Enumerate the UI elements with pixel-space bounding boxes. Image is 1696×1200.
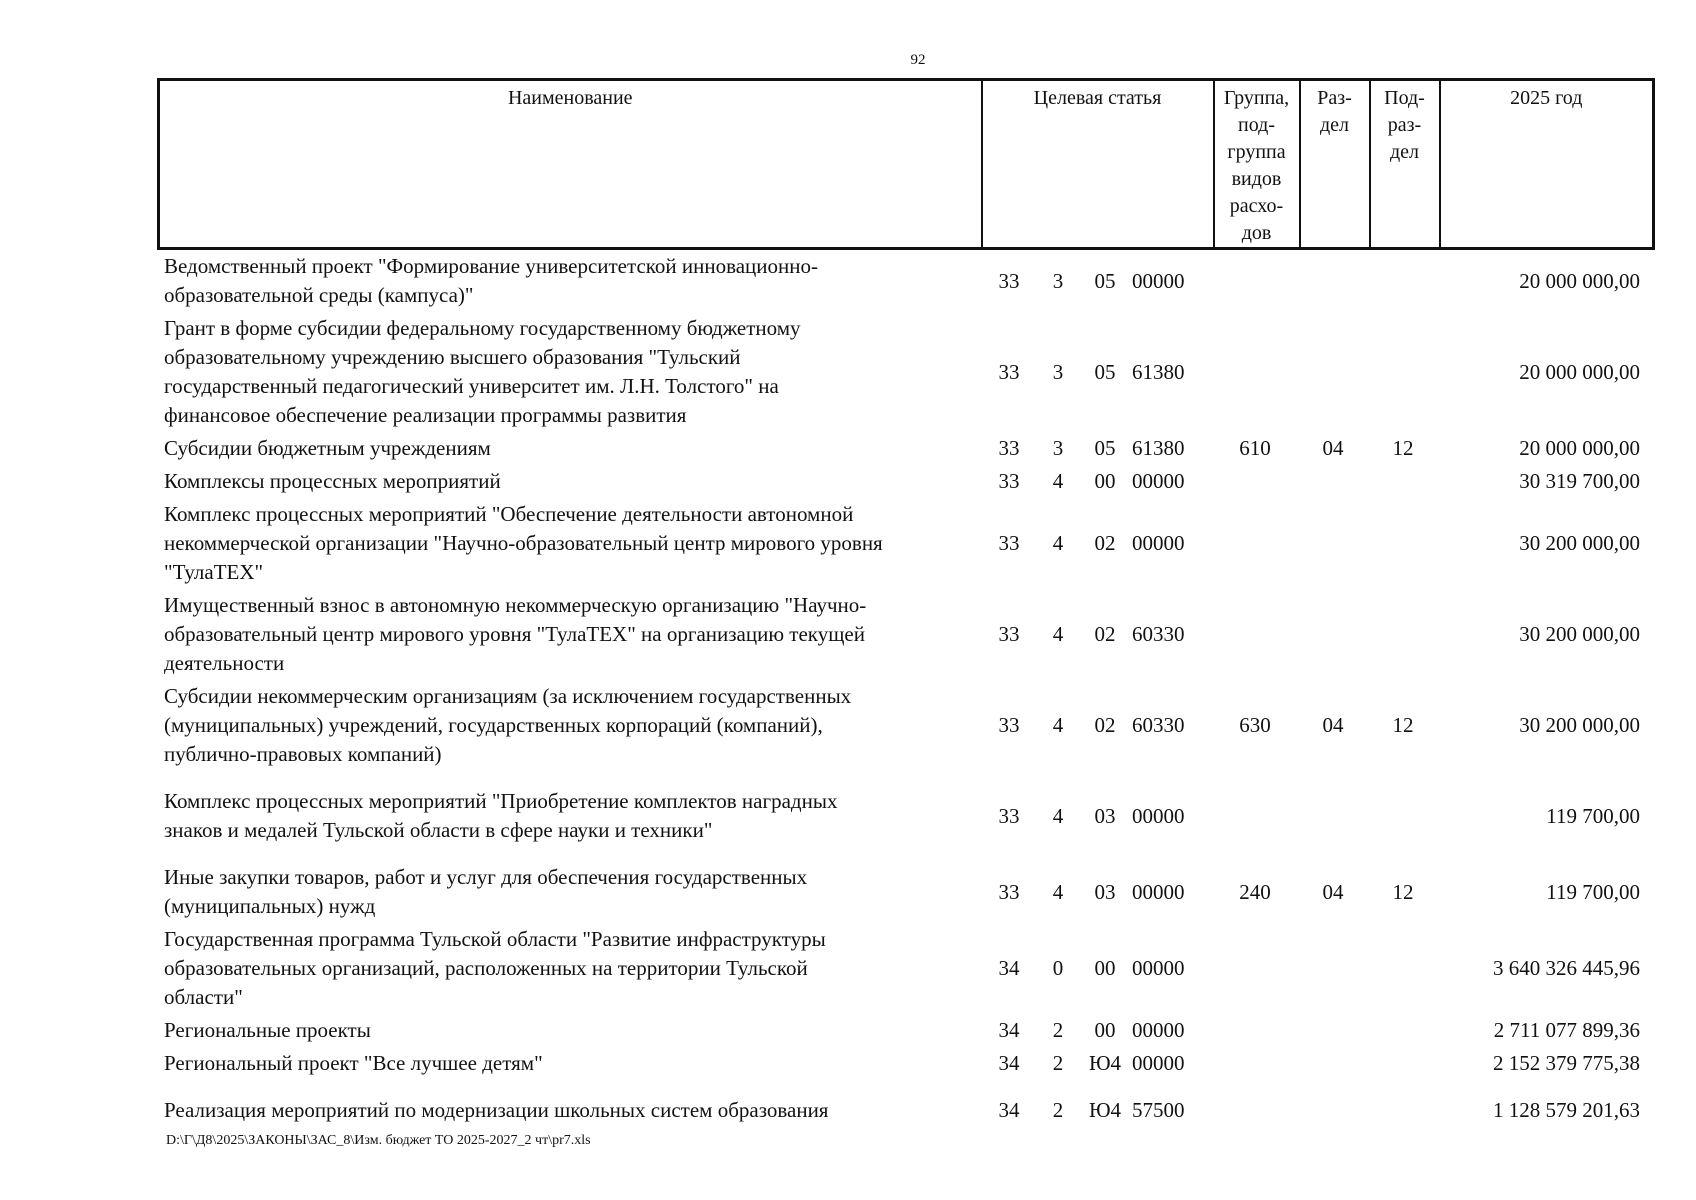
- target-article-element: 00: [1094, 1018, 1116, 1042]
- target-article-direction: 60330: [1132, 622, 1185, 646]
- file-path-footer: D:\Г\Д8\2025\ЗАКОНЫ\ЗАС_8\Изм. бюджет ТО 2025-2027_2 чт\pr7.xls: [166, 1133, 591, 1148]
- amount-2025: 20 000 000,00: [1519, 436, 1640, 460]
- target-article-element: Ю4: [1088, 1051, 1122, 1075]
- row-name: [157, 498, 980, 589]
- row-name-line: знаков и медалей Тульской области в сфере науки и техники": [164, 818, 713, 842]
- row-name-line: государственный педагогический университет им. Л.Н. Толстого" на: [164, 374, 779, 398]
- subsection-code: [1368, 465, 1438, 498]
- target-article-direction: 61380: [1132, 359, 1185, 384]
- row-name-line: образовательной среды (кампуса)": [164, 283, 474, 307]
- target-article-program: 34: [998, 956, 1020, 980]
- row-name: [157, 1094, 980, 1127]
- header-year: 2025 год: [1440, 80, 1654, 249]
- table-row: [157, 680, 1652, 771]
- expense-group: [1212, 498, 1298, 589]
- table-row: [157, 498, 1652, 589]
- table-row: [157, 250, 1652, 312]
- target-article-type: 4: [1052, 622, 1064, 646]
- budget-table: [157, 250, 1652, 1127]
- table-row: [157, 1014, 1652, 1047]
- amount-2025: 20 000 000,00: [1519, 359, 1640, 384]
- page-number: 92: [910, 52, 926, 68]
- table-body: [157, 250, 1652, 1127]
- row-name-line: образовательных организаций, расположенных на территории Тульской: [164, 956, 808, 980]
- table-header: [157, 78, 1655, 250]
- row-name-line: Имущественный взнос в автономную некоммерческую организацию "Научно-: [164, 593, 867, 617]
- row-name: [157, 465, 980, 498]
- expense-group: [1212, 589, 1298, 680]
- row-name: [157, 923, 980, 1014]
- subsection-code: [1368, 1047, 1438, 1080]
- header-subsection: [1370, 80, 1440, 249]
- amount-2025: 3 640 326 445,96: [1493, 956, 1640, 980]
- subsection-code: [1368, 785, 1438, 847]
- expense-group: [1212, 465, 1298, 498]
- row-name-line: Реализация мероприятий по модернизации школьных систем образования: [164, 1098, 829, 1122]
- target-article-element: 02: [1094, 622, 1116, 646]
- target-article-element: 03: [1094, 879, 1116, 904]
- amount-2025: 30 200 000,00: [1519, 622, 1640, 646]
- expense-group: [1212, 312, 1298, 432]
- header-group-line: дов: [1241, 222, 1272, 244]
- target-article-direction: 00000: [1132, 803, 1185, 828]
- expense-group: [1212, 1047, 1298, 1080]
- row-name-line: (муниципальных) учреждений, государственных корпораций (компаний),: [164, 713, 823, 737]
- section-code: 04: [1322, 436, 1344, 460]
- section-code: [1298, 465, 1368, 498]
- target-article-type: 2: [1052, 1018, 1064, 1042]
- header-subsection-line: Под-: [1384, 87, 1425, 109]
- subsection-code: [1368, 250, 1438, 312]
- row-name-line: Иные закупки товаров, работ и услуг для обеспечения государственных: [164, 865, 808, 889]
- table-row: [157, 1047, 1652, 1080]
- expense-group: 610: [1239, 436, 1271, 460]
- amount-2025: 119 700,00: [1546, 803, 1640, 828]
- target-article-direction: 00000: [1132, 879, 1185, 904]
- row-name: [157, 861, 980, 923]
- target-article-element: 00: [1094, 956, 1116, 980]
- table-row: [157, 465, 1652, 498]
- header-group-line: под-: [1238, 114, 1275, 136]
- row-name-line: Ведомственный проект "Формирование университетской инновационно-: [164, 254, 819, 278]
- target-article-program: 33: [998, 436, 1020, 460]
- row-name-line: образовательный центр мирового уровня "ТулаТЕХ" на организацию текущей: [164, 622, 865, 646]
- header-group-line: группа: [1227, 141, 1286, 163]
- header-group: [1214, 80, 1300, 249]
- header-section: [1300, 80, 1370, 249]
- subsection-code: [1368, 1014, 1438, 1047]
- header-group-line: расхо-: [1229, 195, 1284, 217]
- amount-2025: 1 128 579 201,63: [1493, 1098, 1640, 1122]
- subsection-code: 12: [1392, 436, 1414, 460]
- row-name-line: (муниципальных) нужд: [164, 894, 376, 918]
- row-name-line: Государственная программа Тульской области "Развитие инфраструктуры: [164, 927, 826, 951]
- subsection-code: [1368, 1094, 1438, 1127]
- spacer-row: [157, 847, 1652, 861]
- target-article-program: 34: [998, 1098, 1020, 1122]
- subsection-code: [1368, 589, 1438, 680]
- section-code: [1298, 923, 1368, 1014]
- table-row: [157, 312, 1652, 432]
- table-row: [157, 785, 1652, 847]
- target-article-direction: 00000: [1132, 531, 1185, 555]
- row-name-line: Грант в форме субсидии федеральному государственному бюджетному: [164, 316, 801, 340]
- target-article-direction: 00000: [1132, 268, 1185, 293]
- header-subsection-line: раз-: [1387, 114, 1422, 136]
- target-article-direction: 60330: [1132, 713, 1185, 737]
- amount-2025: 2 152 379 775,38: [1493, 1051, 1640, 1075]
- row-name-line: области": [164, 985, 243, 1009]
- section-code: [1298, 589, 1368, 680]
- amount-2025: 2 711 077 899,36: [1493, 1018, 1640, 1042]
- table-row: [157, 589, 1652, 680]
- target-article-program: 33: [998, 469, 1020, 493]
- expense-group: 240: [1239, 879, 1271, 904]
- target-article-type: 3: [1052, 359, 1064, 384]
- table-row: [157, 432, 1652, 465]
- amount-2025: 20 000 000,00: [1519, 268, 1640, 293]
- subsection-code: [1368, 312, 1438, 432]
- row-name-line: финансовое обеспечение реализации программы развития: [164, 403, 687, 427]
- amount-2025: 119 700,00: [1546, 879, 1640, 904]
- amount-2025: 30 200 000,00: [1519, 531, 1640, 555]
- target-article-program: 33: [998, 531, 1020, 555]
- header-name: Наименование: [507, 87, 633, 109]
- header-target-article: Целевая статья: [982, 80, 1214, 249]
- target-article-element: 05: [1094, 436, 1116, 460]
- target-article-type: 4: [1052, 879, 1064, 904]
- table-row: [157, 923, 1652, 1014]
- subsection-code: 12: [1392, 713, 1414, 737]
- section-code: [1298, 498, 1368, 589]
- target-article-program: 33: [998, 268, 1020, 293]
- header-section-line: Раз-: [1317, 87, 1352, 109]
- target-article-program: 34: [998, 1051, 1020, 1075]
- target-article-element: 02: [1094, 531, 1116, 555]
- row-name-line: "ТулаТЕХ": [164, 560, 264, 584]
- spacer-row: [157, 1080, 1652, 1094]
- target-article-direction: 00000: [1132, 956, 1185, 980]
- target-article-element: 05: [1094, 359, 1116, 384]
- target-article-program: 33: [998, 803, 1020, 828]
- section-code: [1298, 1014, 1368, 1047]
- target-article-type: 2: [1052, 1051, 1064, 1075]
- expense-group: [1212, 1014, 1298, 1047]
- expense-group: [1212, 923, 1298, 1014]
- header-section-line: дел: [1319, 114, 1350, 136]
- spacer-cell: [157, 847, 1652, 861]
- row-name-line: Субсидии бюджетным учреждениям: [164, 436, 491, 460]
- header-subsection-line: дел: [1389, 141, 1420, 163]
- target-article-element: 05: [1094, 268, 1116, 293]
- spacer-row: [157, 771, 1652, 785]
- row-name: [157, 680, 980, 771]
- row-name: [157, 432, 980, 465]
- header-group-line: видов: [1231, 168, 1282, 190]
- row-name-line: Региональный проект "Все лучшее детям": [164, 1051, 543, 1075]
- target-article-type: 3: [1052, 268, 1064, 293]
- row-name-line: деятельности: [164, 651, 285, 675]
- row-name: [157, 312, 980, 432]
- expense-group: [1212, 785, 1298, 847]
- target-article-type: 4: [1052, 803, 1064, 828]
- row-name-line: Комплекс процессных мероприятий "Обеспечение деятельности автономной: [164, 502, 854, 526]
- target-article-type: 4: [1052, 531, 1064, 555]
- amount-2025: 30 200 000,00: [1519, 713, 1640, 737]
- target-article-element: Ю4: [1088, 1098, 1122, 1122]
- target-article-program: 33: [998, 713, 1020, 737]
- target-article-element: 00: [1094, 469, 1116, 493]
- section-code: [1298, 1094, 1368, 1127]
- row-name: [157, 589, 980, 680]
- amount-2025: 30 319 700,00: [1519, 469, 1640, 493]
- subsection-code: 12: [1392, 879, 1414, 904]
- row-name-line: публично-правовых компаний): [164, 742, 442, 766]
- row-name: [157, 785, 980, 847]
- target-article-direction: 00000: [1132, 1051, 1185, 1075]
- expense-group: [1212, 1094, 1298, 1127]
- target-article-direction: 57500: [1132, 1098, 1185, 1122]
- target-article-type: 2: [1052, 1098, 1064, 1122]
- section-code: [1298, 785, 1368, 847]
- table-row: [157, 1094, 1652, 1127]
- row-name-line: образовательному учреждению высшего образования "Тульский: [164, 345, 741, 369]
- target-article-direction: 00000: [1132, 469, 1185, 493]
- target-article-program: 33: [998, 359, 1020, 384]
- target-article-direction: 00000: [1132, 1018, 1185, 1042]
- target-article-program: 34: [998, 1018, 1020, 1042]
- target-article-element: 02: [1094, 713, 1116, 737]
- target-article-type: 4: [1052, 713, 1064, 737]
- row-name-line: Комплексы процессных мероприятий: [164, 469, 501, 493]
- subsection-code: [1368, 923, 1438, 1014]
- section-code: 04: [1322, 879, 1344, 904]
- target-article-type: 3: [1052, 436, 1064, 460]
- row-name-line: Комплекс процессных мероприятий "Приобретение комплектов наградных: [164, 789, 838, 813]
- header-group-line: Группа,: [1223, 87, 1290, 109]
- target-article-element: 03: [1094, 803, 1116, 828]
- target-article-direction: 61380: [1132, 436, 1185, 460]
- row-name-line: некоммерческой организации "Научно-образовательный центр мирового уровня: [164, 531, 883, 555]
- target-article-program: 33: [998, 622, 1020, 646]
- row-name-line: Региональные проекты: [164, 1018, 371, 1042]
- spacer-cell: [157, 771, 1652, 785]
- spacer-cell: [157, 1080, 1652, 1094]
- table-row: [157, 861, 1652, 923]
- section-code: [1298, 1047, 1368, 1080]
- target-article-type: 0: [1052, 956, 1064, 980]
- expense-group: [1212, 250, 1298, 312]
- target-article-type: 4: [1052, 469, 1064, 493]
- subsection-code: [1368, 498, 1438, 589]
- expense-group: 630: [1239, 713, 1271, 737]
- section-code: [1298, 312, 1368, 432]
- section-code: 04: [1322, 713, 1344, 737]
- row-name: [157, 1047, 980, 1080]
- target-article-program: 33: [998, 879, 1020, 904]
- row-name: [157, 250, 980, 312]
- row-name: [157, 1014, 980, 1047]
- row-name-line: Субсидии некоммерческим организациям (за исключением государственных: [164, 684, 852, 708]
- section-code: [1298, 250, 1368, 312]
